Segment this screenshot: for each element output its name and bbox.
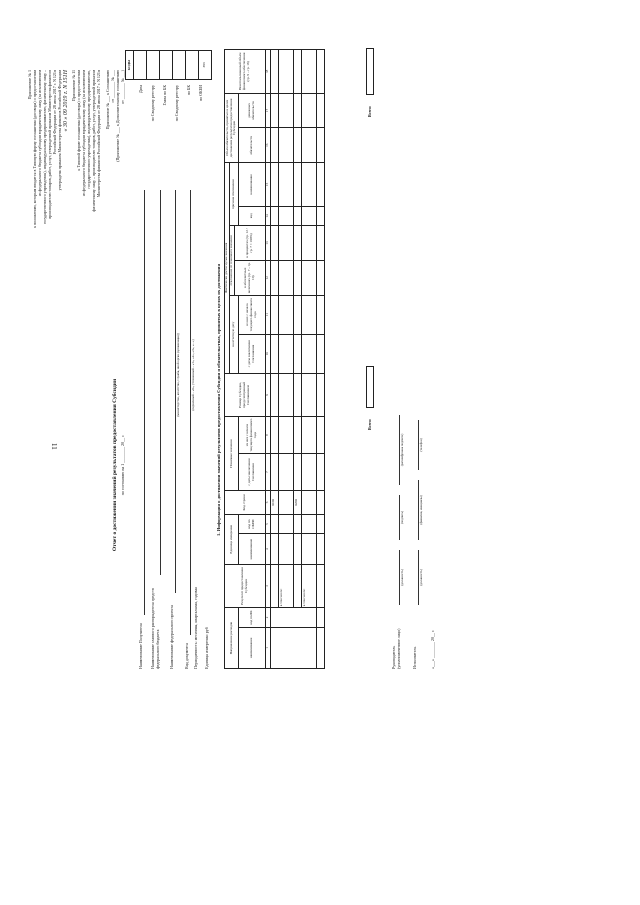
col-num-8: 8 — [265, 417, 270, 454]
row-code-0100: 0100 — [270, 490, 278, 514]
appendix2-line3: из федерального бюджета субсидии юридическому лицу (за исключением — [81, 70, 86, 197]
th-plan: Плановые значения — [225, 417, 239, 491]
code-bk — [186, 51, 199, 80]
appendix2-line4: государственного учреждения), индивидуальному предпринимателю, — [86, 70, 91, 189]
appendix3-line2: от ________ № ___ — [110, 70, 115, 103]
head-signature-hint: (подпись) — [400, 510, 404, 525]
code-date — [134, 51, 147, 80]
appendix-line1: Приложение № 1 — [27, 70, 32, 100]
appendix3-line3: (Приложение № ___ к Дополнительному соглашению — [115, 70, 120, 162]
col-num-15: 15 — [265, 163, 270, 206]
total-cell-unused — [366, 48, 374, 95]
col-num-9: 9 — [265, 373, 270, 416]
report-title: Отчет о достижении значений результатов предоставления Субсидии — [112, 378, 118, 552]
head-sublabel: (уполномоченное лицо) — [396, 628, 401, 669]
project-hint: (министерство, агентство, служба, иной орган (организация)) — [176, 333, 180, 417]
th-direction: Направление расходов — [225, 608, 239, 669]
appendix2-line5: физическому лицу – производителю товаров, работ, услуг, утвержденной приказом — [91, 70, 96, 212]
head-name-hint: (расшифровка подписи) — [400, 433, 404, 467]
th-obligations: Объем обязательств, принятых в целях достижения результатов предоставления Субсидии — [225, 93, 239, 163]
col-num-18: 18 — [265, 50, 270, 94]
total-cell-subsidy — [366, 366, 374, 408]
codes-box — [125, 50, 212, 80]
th-result: Результат предоставления Субсидии — [225, 564, 266, 607]
col-num-10: 10 — [265, 334, 270, 373]
appendix3-line1: Приложение № ___ к Соглашению — [105, 70, 110, 130]
code-label-bk: по БК — [186, 85, 191, 96]
col-num-4: 4 — [265, 534, 270, 564]
col-num-7: 7 — [265, 454, 270, 491]
col-num-2: 2 — [265, 608, 270, 628]
appendix-line3: из федерального бюджета субсидии юридическому лицу (за исключением — [37, 70, 42, 197]
col-num-14: 14 — [265, 206, 270, 226]
stamp-line1: утверждена приказом Министерства финансов Российской Федерации — [57, 70, 62, 191]
th-reason-code: код — [238, 206, 265, 226]
th-dir-code: код по БК — [238, 608, 265, 628]
appendix3-line4: от ________ № ___) — [120, 70, 125, 104]
th-plan-agreement: с даты заключения Соглашения — [238, 454, 265, 491]
col-num-13: 13 — [265, 226, 270, 261]
col-num-5: 5 — [265, 514, 270, 534]
th-obl-money: денежных обязательств — [238, 93, 265, 128]
row-code-0200: 0200 — [293, 490, 301, 514]
th-reason: причина отклонения — [229, 163, 238, 226]
th-unit-code: код по ОКЕИ — [238, 514, 265, 534]
col-num-1: 1 — [265, 627, 270, 668]
table-row — [293, 50, 301, 669]
total-label-right: Всего: — [367, 105, 372, 117]
th-actual: Фактически достигнутые значения — [225, 163, 230, 374]
th-unit-name: наименование — [238, 534, 265, 564]
th-actual-year: из них с начала текущего финансового года — [238, 295, 265, 334]
appendix-line6: Российской Федерации от 28 июля 2017 г. N 121н — [52, 70, 57, 155]
th-deviation: отклонение от планового значения — [229, 226, 234, 295]
code-label-svr: по Сводному реестру — [150, 85, 155, 122]
th-subsidy: Размер Субсидии, предусмотренный Соглашением — [225, 373, 266, 416]
code-svr — [147, 51, 160, 80]
code-svr-2 — [173, 51, 186, 80]
code-label-glava: Глава по БК — [162, 85, 167, 106]
period-label: Периодичность: месячная, квартальная, годовая — [193, 587, 198, 669]
report-as-of: по состоянию на 1 ________ 20__ г. — [120, 434, 125, 496]
th-dev-abs: в абсолютных величинах (гр. 7 – гр. 10) — [234, 260, 265, 295]
appendix2-line2: к Типовой форме соглашения (договора) о предоставлении — [76, 70, 81, 171]
code-label-date: Дата — [138, 85, 143, 93]
doc-type-hint: (первичный – «0», уточненный – «1», «2», «3», «...») — [191, 339, 195, 411]
th-unit: Единица измерения — [225, 514, 239, 564]
code-label-okei: по ОКЕИ — [198, 85, 203, 102]
phone-hint: (телефон) — [419, 438, 423, 452]
col-num-6: 6 — [265, 490, 270, 514]
codes-header: КОДЫ — [126, 51, 134, 80]
head-position-hint: (должность) — [400, 569, 404, 586]
col-num-17: 17 — [265, 93, 270, 128]
stamp-date: « 30 » 09 2019 г. N 151Н — [63, 70, 69, 132]
unit-label: Единица измерения: руб — [204, 627, 209, 669]
exec-position-hint: (должность) — [419, 569, 423, 586]
table-row — [270, 50, 278, 669]
col-num-3: 3 — [265, 564, 270, 607]
gkrbs-label: Наименование главного распорядителя средств федерального бюджета — [150, 588, 160, 669]
exec-name-hint: (фамилия, инициалы) — [419, 495, 423, 525]
th-obl-obligations: обязательств — [238, 128, 265, 163]
page-number: 11 — [50, 443, 58, 450]
table-row — [316, 50, 324, 669]
th-row-code: Код строки — [225, 490, 266, 514]
appendix-line4: государственного учреждения), индивидуальному предпринимателю, физическому лицу – — [42, 70, 47, 225]
col-num-12: 12 — [265, 260, 270, 295]
th-dev-pct: в процентах (гр. 12 / гр. 7 × 100%) — [234, 226, 265, 261]
code-glava — [160, 51, 173, 80]
appendix2-line6: Министерства финансов Российской Федерации от 28 июля 2017 г. N 121н — [96, 70, 101, 198]
gkrbs-line — [160, 190, 161, 575]
code-label-svr-2: по Сводному реестру — [174, 85, 179, 122]
head-label: Руководитель — [391, 645, 396, 669]
incl-label: в том числе: — [301, 564, 316, 607]
doc-type-label: Вид документа — [184, 643, 189, 669]
th-plan-year: из них с начала текущего финансового года — [238, 417, 265, 454]
table-row — [278, 50, 293, 669]
executor-label: Исполнитель — [412, 646, 417, 669]
th-reason-name: наименование — [238, 163, 265, 206]
col-num-11: 11 — [265, 295, 270, 334]
th-actual-date: на отчетную дату — [229, 295, 238, 373]
table-row — [301, 50, 316, 669]
appendix-line2: к положению, которым вводится в Типовую форму соглашения (договора) о предоставлении — [32, 70, 37, 229]
results-table — [224, 49, 325, 669]
total-label-left: Всего: — [367, 418, 372, 430]
recipient-label: Наименование Получателя — [138, 623, 143, 669]
col-num-16: 16 — [265, 128, 270, 163]
th-dir-name: наименование — [238, 627, 265, 668]
code-okei: 383 — [199, 51, 212, 80]
doc-type-line — [190, 190, 191, 635]
th-unused: Неиспользованный объем финансового обеспечения (гр. 9 – гр. 16) — [225, 50, 266, 94]
appendix2-line1: Приложение № 11 — [71, 70, 76, 102]
appendix-line5: производителю товаров, работ, услуг, утвержденной приказом Министерства финансов — [47, 70, 52, 219]
incl-label: в том числе: — [278, 564, 293, 607]
recipient-line — [144, 190, 145, 615]
section1-title: 1. Информация о достижении значений результатов предоставления Субсидии и обязательствах, принятых в целях их достижения — [216, 264, 221, 536]
th-actual-agreement: с даты заключения Соглашения — [238, 334, 265, 373]
footer-date: «___» ________ 20__ г. — [430, 629, 435, 669]
project-label: Наименование федерального проекта — [169, 605, 174, 669]
